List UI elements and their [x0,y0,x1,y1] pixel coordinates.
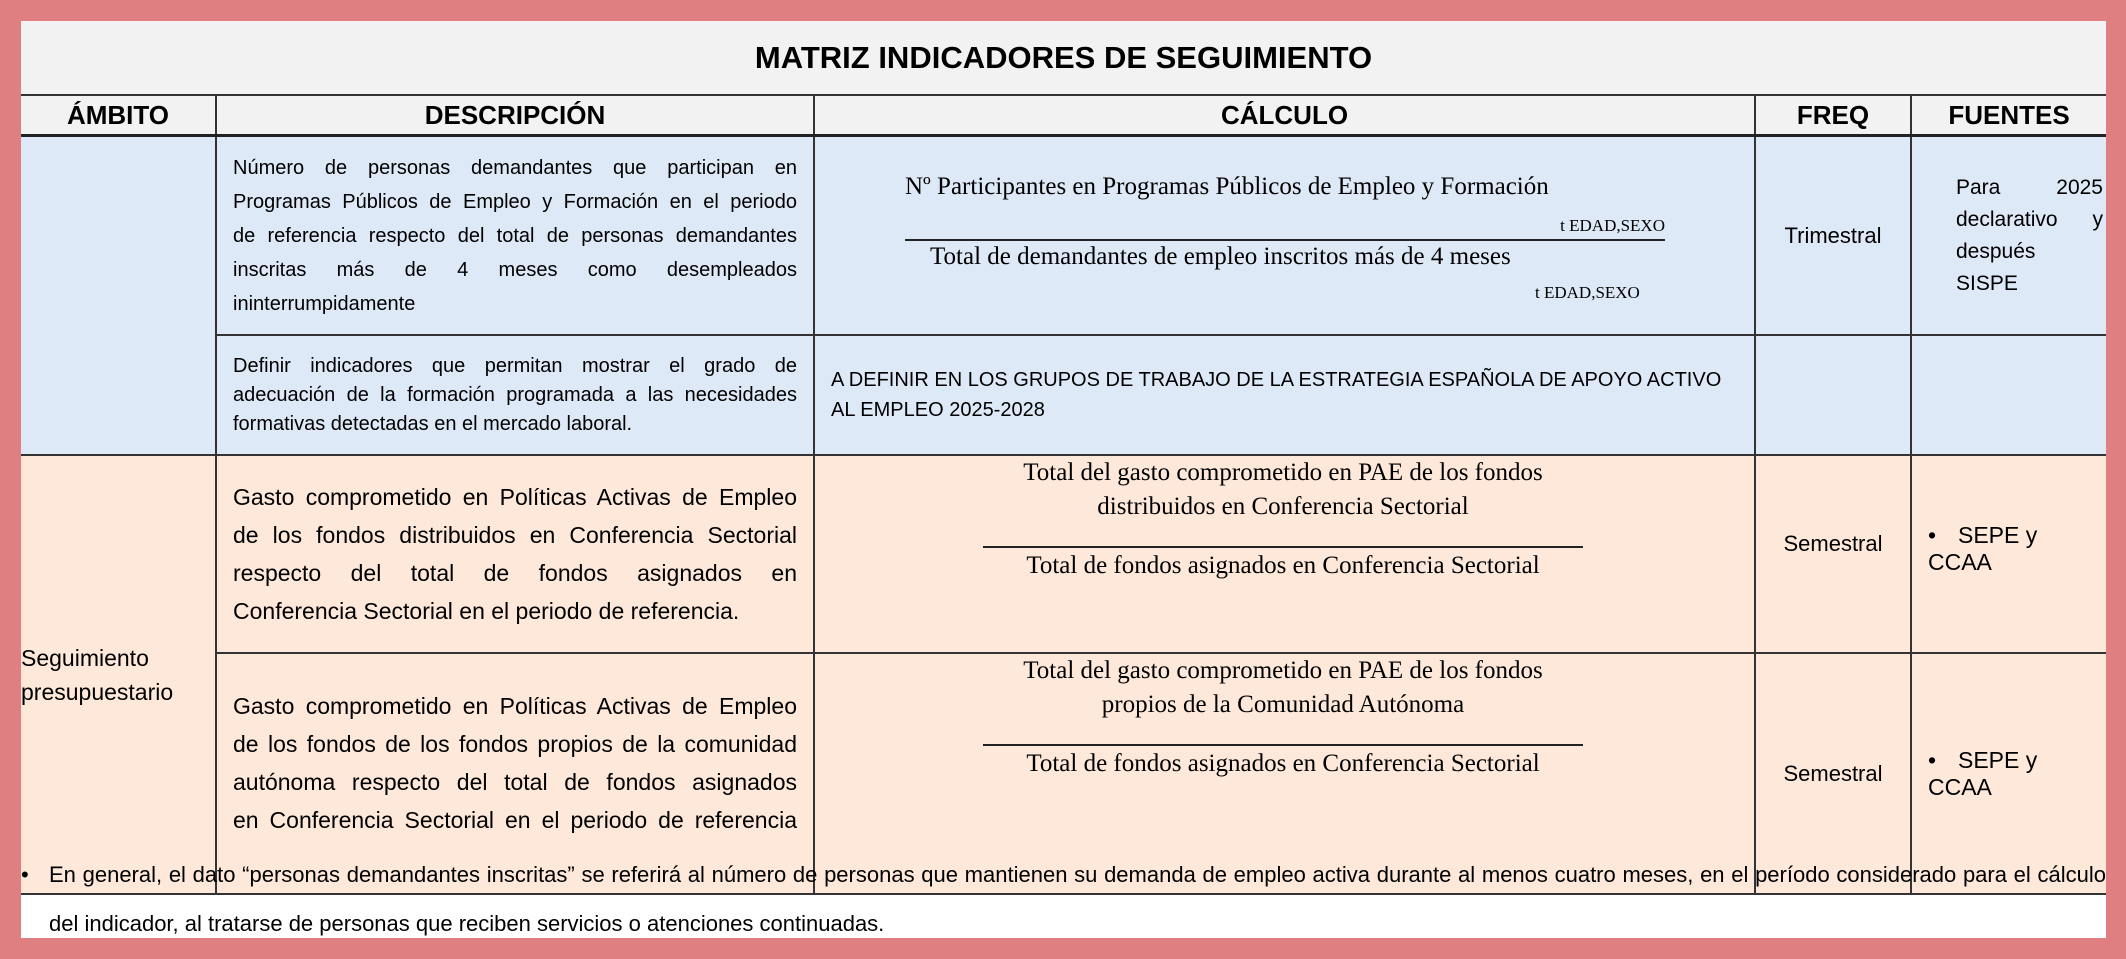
desc-line: de referencia respecto del total de personas demandantes [233,224,797,247]
freq-cell: Semestral [1755,653,1911,894]
header-ambito: ÁMBITO [21,95,216,136]
desc-line: Conferencia Sectorial en el periodo de referencia. [233,598,740,624]
ambito-cell: Seguimiento presupuestario [21,455,216,894]
desc-line: en Conferencia Sectorial en el periodo de referencia [233,806,797,833]
header-fuentes: FUENTES [1911,95,2106,136]
document-page [21,21,2106,938]
formula-numerator-line: propios de la Comunidad Autónoma [1101,691,1465,718]
calculo-cell [814,455,1755,653]
calculo-cell: A DEFINIR EN LOS GRUPOS DE TRABAJO DE LA ESTRATEGIA ESPAÑOLA DE APOYO ACTIVO AL EMPLEO 2025-2028 [814,335,1755,455]
bullet-icon: • [21,862,29,887]
header-descripcion: DESCRIPCIÓN [216,95,814,136]
fuentes-text: SEPE y CCAA [1928,746,2038,800]
freq-cell: Trimestral [1755,136,1911,336]
formula-numerator-line: Total del gasto comprometido en PAE de los fondos [1023,459,1543,486]
fuentes-text: SEPE y CCAA [1928,522,2038,575]
fraction-bar [983,546,1583,548]
desc-line: inscritas más de 4 meses como desempleados [233,258,797,281]
formula-denominator: Total de fondos asignados en Conferencia Sectorial [1026,750,1540,777]
footer-note-text: En general, el dato “personas demandantes inscritas” se referirá al número de personas que mantienen su demanda de empleo activa durante al menos cuatro meses, en el período considerado para el cálculo del indicador, al tratarse de personas que reciben servicios o atenciones continuadas. [49,862,2106,936]
formula-denominator: Total de fondos asignados en Conferencia Sectorial [1026,552,1540,579]
fuentes-cell [1911,136,2106,336]
header-freq: FREQ [1755,95,1911,136]
fuentes-line: declarativo y [1956,207,2103,231]
desc-line: adecuación de la formación programada a las necesidades [233,383,797,406]
descripcion-cell [216,136,814,336]
descripcion-cell [216,335,814,455]
numerator-subscript: t EDAD,SEXO [1560,215,1665,235]
desc-line: respecto del total de fondos asignados en [233,560,797,586]
formula-numerator-line: distribuidos en Conferencia Sectorial [1097,493,1469,520]
desc-line: autónoma respecto del total de fondos asignados [233,768,797,795]
indicator-matrix-table [21,94,2106,895]
fuentes-line: Para 2025 [1956,175,2103,199]
desc-line: Número de personas demandantes que participan en [233,156,797,179]
freq-cell: Semestral [1755,455,1911,653]
table-row [21,136,2106,336]
formula-fraction [905,161,1665,311]
desc-line: formativas detectadas en el mercado laboral. [233,412,633,435]
fraction-bar [905,239,1665,241]
fuentes-line: después SISPE [1956,239,2036,295]
desc-line: de los fondos de los fondos propios de la comunidad [233,730,797,757]
footer-note [21,850,2106,938]
fraction-bar [983,744,1583,746]
denominator-subscript: t EDAD,SEXO [1535,282,1640,302]
freq-cell [1755,335,1911,455]
formula-numerator: Nº Participantes en Programas Públicos de Empleo y Formación [905,172,1549,200]
header-row [21,95,2106,136]
formula-fraction [983,654,1583,778]
desc-line: Gasto comprometido en Políticas Activas de Empleo [233,484,797,510]
descripcion-cell [216,455,814,653]
table-row [21,455,2106,653]
desc-line: Gasto comprometido en Políticas Activas de Empleo [233,692,797,719]
fuentes-cell [1911,335,2106,455]
desc-line: Definir indicadores que permitan mostrar el grado de [233,354,797,377]
desc-line: Programas Públicos de Empleo y Formación en el periodo [233,190,797,213]
formula-denominator: Total de demandantes de empleo inscritos más de 4 meses [930,242,1511,270]
fuentes-cell [1911,455,2106,653]
bullet-icon: • [1928,522,1937,548]
formula-fraction [983,456,1583,580]
page-title: MATRIZ INDICADORES DE SEGUIMIENTO [21,21,2106,96]
calculo-cell [814,136,1755,336]
header-calculo: CÁLCULO [814,95,1755,136]
formula-numerator-line: Total del gasto comprometido en PAE de los fondos [1023,657,1543,684]
desc-line: ininterrumpidamente [233,292,416,315]
desc-line: de los fondos distribuidos en Conferencia Sectorial [233,522,797,548]
table-row [21,335,2106,455]
bullet-icon: • [1928,746,1937,773]
ambito-cell-empty [21,136,216,456]
